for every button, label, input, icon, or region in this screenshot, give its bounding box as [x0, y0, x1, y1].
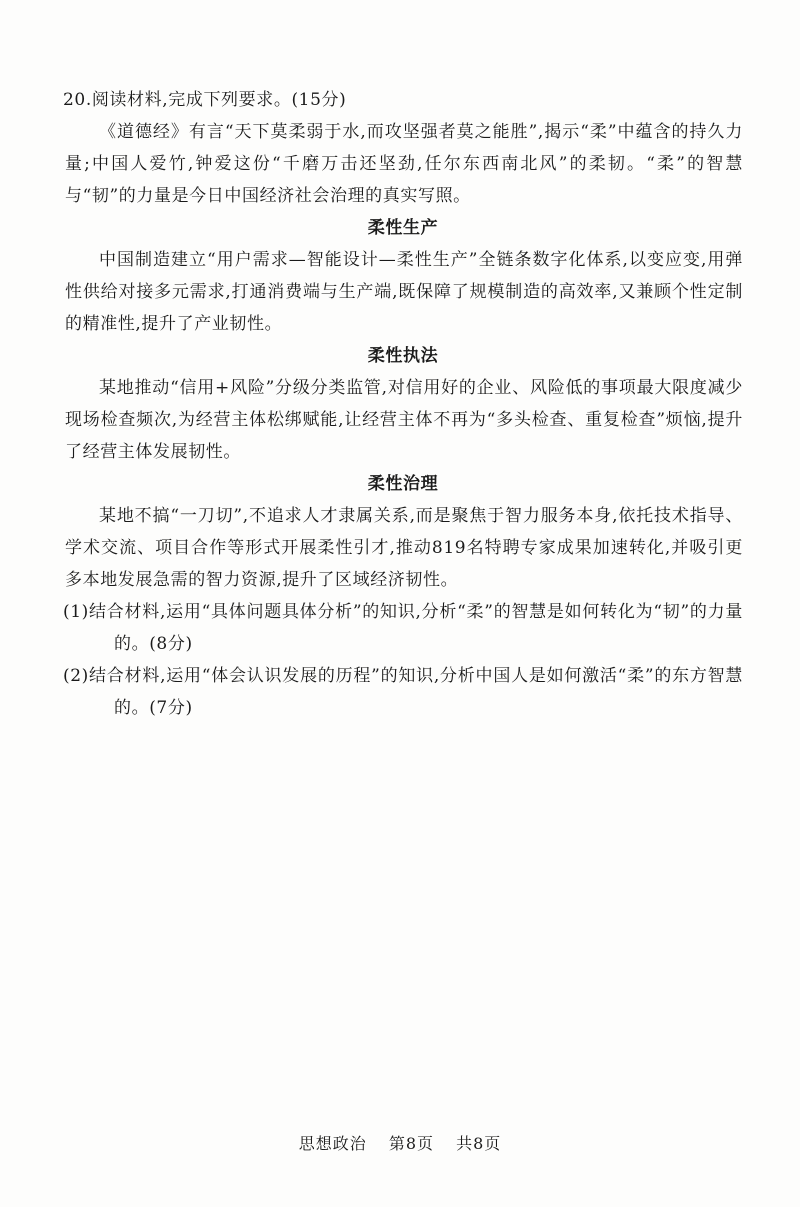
footer-page-number: 第8页 — [388, 1134, 434, 1153]
page-footer — [0, 1131, 800, 1154]
question-title: 20.阅读材料,完成下列要求。(15分) — [63, 90, 347, 110]
sub-question-1: (1)结合材料,运用“具体问题具体分析”的知识,分析“柔”的智慧是如何转化为“韧”的力量的。(8分) — [63, 602, 743, 654]
sub-question-2: (2)结合材料,运用“体会认识发展的历程”的知识,分析中国人是如何激活“柔”的东方智慧的。(7分) — [63, 666, 743, 718]
intro-paragraph: 《道德经》有言“天下莫柔弱于水,而攻坚强者莫之能胜”,揭示“柔”中蕴含的持久力量;中国人爱竹,钟爱这份“千磨万击还坚劲,任尔东西南北风”的柔韧。“柔”的智慧与“韧”的力量是今日中国经济社会治理的真实写照。 — [65, 122, 743, 206]
footer-total-pages: 共8页 — [456, 1134, 502, 1153]
section-heading-governance: 柔性治理 — [367, 474, 439, 494]
section-heading-production: 柔性生产 — [367, 218, 439, 238]
section-text-enforcement: 某地推动“信用+风险”分级分类监管,对信用好的企业、风险低的事项最大限度减少现场检查频次,为经营主体松绑赋能,让经营主体不再为“多头检查、重复检查”烦恼,提升了经营主体发展韧性。 — [65, 378, 743, 462]
footer-subject: 思想政治 — [298, 1134, 367, 1153]
section-text-governance: 某地不搞“一刀切”,不追求人才隶属关系,而是聚焦于智力服务本身,依托技术指导、学术交流、项目合作等形式开展柔性引才,推动819名特聘专家成果加速转化,并吸引更多本地发展急需的智力资源,提升了区域经济韧性。 — [65, 506, 743, 590]
section-heading-enforcement: 柔性执法 — [367, 346, 439, 366]
section-text-production: 中国制造建立“用户需求—智能设计—柔性生产”全链条数字化体系,以变应变,用弹性供给对接多元需求,打通消费端与生产端,既保障了规模制造的高效率,又兼顾个性定制的精准性,提升了产业韧性。 — [65, 250, 743, 334]
question-block — [63, 84, 743, 724]
